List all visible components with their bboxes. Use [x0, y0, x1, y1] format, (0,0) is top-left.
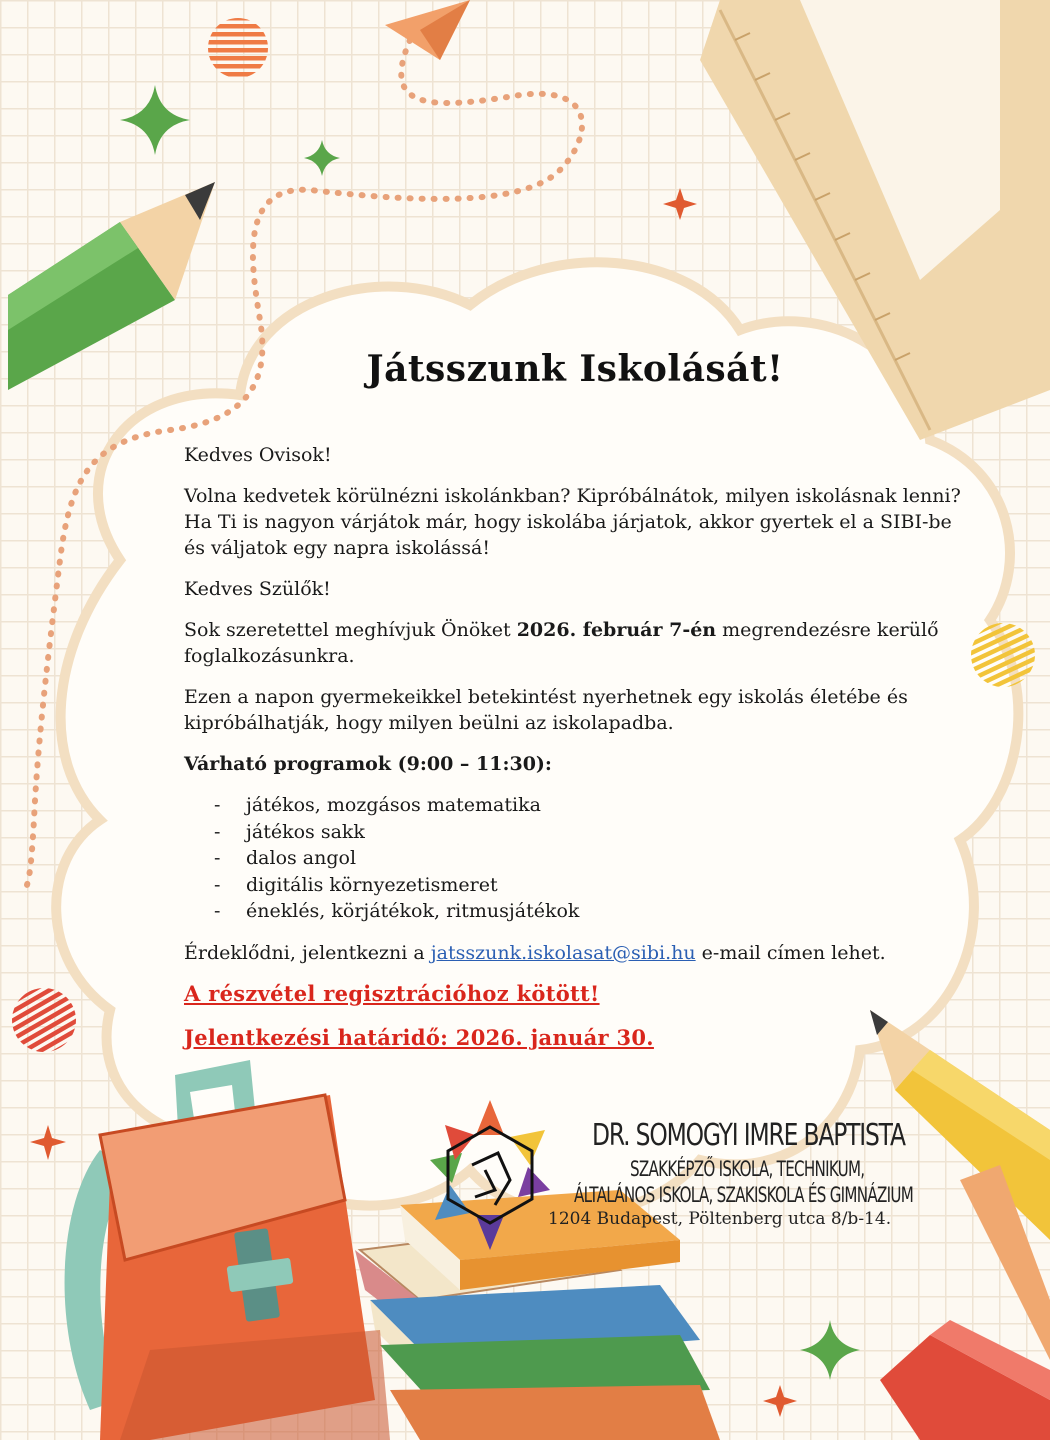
greeting-kids: Kedves Ovisok!	[184, 444, 332, 466]
description-paragraph: Ezen a napon gyermekeikkel betekintést nyerhetnek egy iskolás életébe és kipróbálhatják, hogy milyen beülni az iskolapadba.	[184, 686, 908, 734]
flyer-body	[184, 442, 964, 1069]
invite-paragraph	[184, 617, 964, 669]
invite-text-before: Sok szeretettel meghívjuk Önöket	[184, 619, 517, 641]
page-title: Játsszunk Iskolását!	[366, 348, 784, 390]
school-address: 1204 Budapest, Pöltenberg utca 8/b-14.	[548, 1209, 892, 1229]
school-subtitle-line1: SZAKKÉPZŐ ISKOLA, TECHNIKUM,	[630, 1157, 865, 1181]
programs-heading	[184, 751, 964, 777]
invite-text-after: megrendezésre kerülő foglalkozásunkra.	[184, 619, 939, 667]
program-item: - játékos sakk	[214, 819, 964, 846]
striped-circle-yellow	[971, 623, 1035, 687]
contact-paragraph	[184, 940, 964, 966]
program-item: - éneklés, körjátékok, ritmusjátékok	[214, 898, 964, 925]
school-name: DR. SOMOGYI IMRE BAPTISTA	[592, 1118, 905, 1153]
programs-list	[184, 792, 964, 925]
deadline-notice: Jelentkezési határidő: 2026. január 30.	[184, 1024, 654, 1050]
greeting-parents: Kedves Szülők!	[184, 578, 331, 600]
intro-paragraph: Volna kedvetek körülnézni iskolánkban? Kipróbálnátok, milyen iskolásnak lenni? Ha Ti is nagyon várjátok már, hogy iskolába járjatok, akkor gyertek el a SIBI-be és váljatok egy napra iskolássá!	[184, 485, 961, 559]
event-date: 2026. február 7-én	[516, 619, 717, 641]
programs-heading-text: Várható programok (9:00 – 11:30):	[184, 753, 552, 775]
program-item: - digitális környezetismeret	[214, 872, 964, 899]
striped-circle-red	[12, 988, 76, 1052]
program-item: - játékos, mozgásos matematika	[214, 792, 964, 819]
school-subtitle-line2: ÁLTALÁNOS ISKOLA, SZAKISKOLA ÉS GIMNÁZIUM	[574, 1183, 914, 1207]
contact-text-after: e-mail címen lehet.	[695, 941, 886, 964]
contact-email-link[interactable]: jatsszunk.iskolasat@sibi.hu	[430, 941, 696, 964]
contact-text-before: Érdeklődni, jelentkezni a	[184, 941, 431, 964]
registration-notice: A részvétel regisztrációhoz kötött!	[184, 980, 600, 1006]
paper-plane-icon	[385, 0, 470, 60]
striped-circle-orange	[208, 18, 268, 78]
program-item: - dalos angol	[214, 845, 964, 872]
school-info	[548, 1118, 968, 1229]
